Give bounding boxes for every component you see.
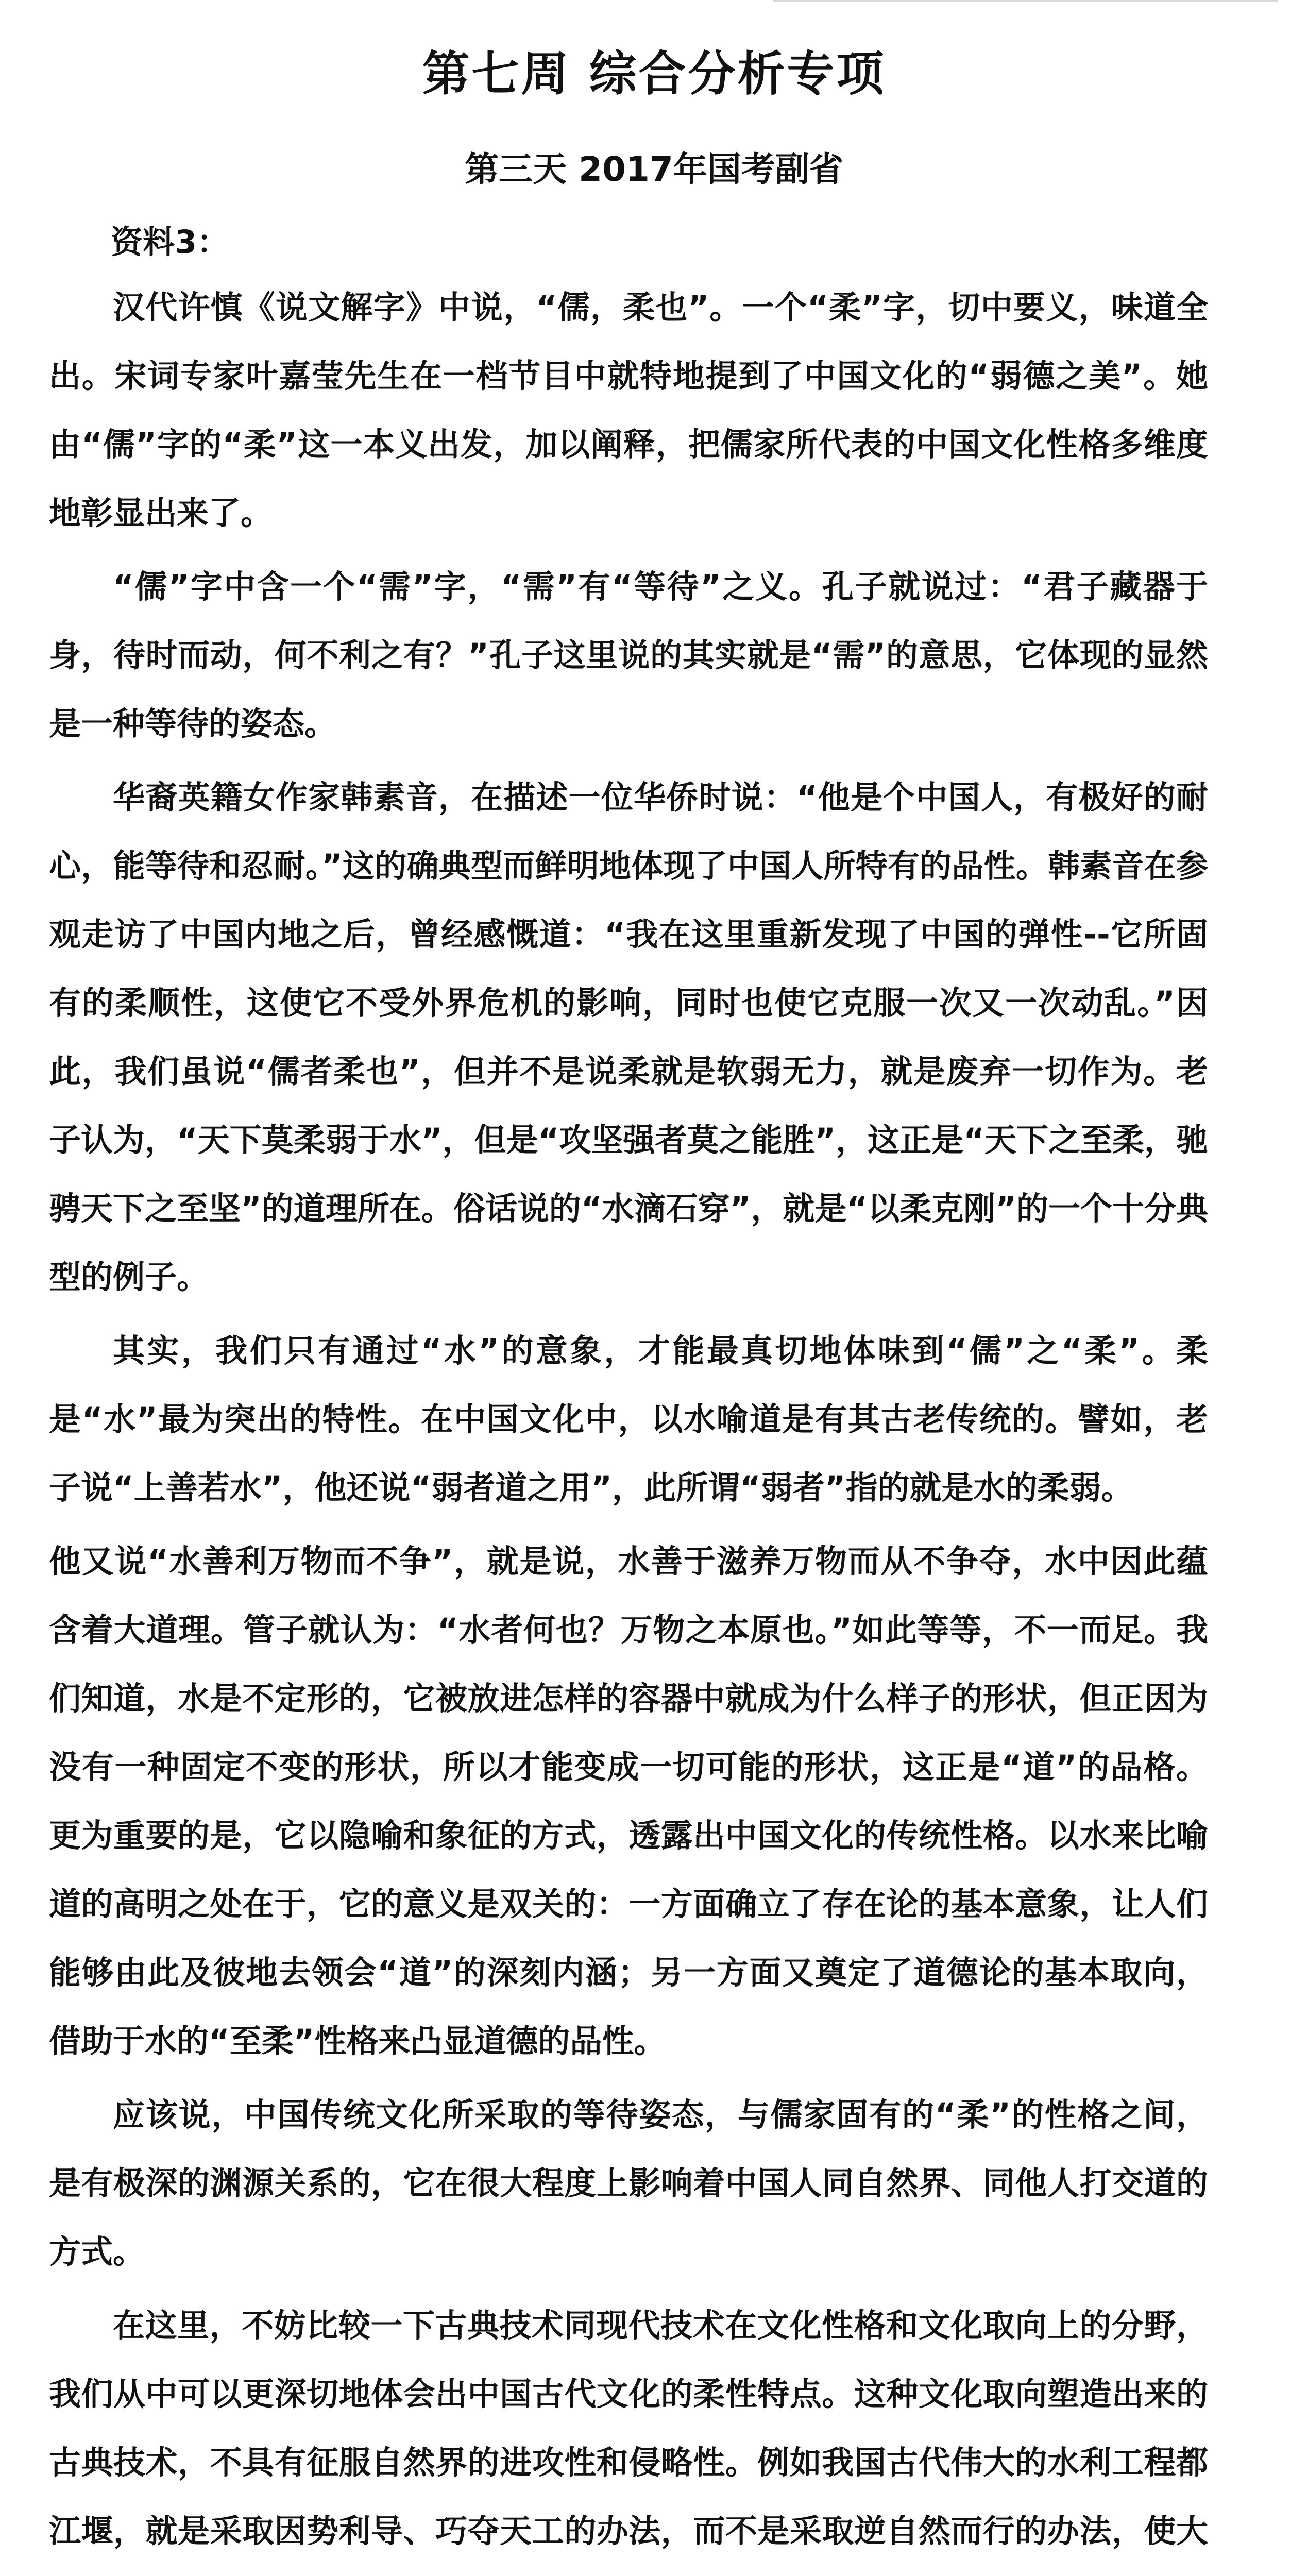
top-divider — [773, 0, 1278, 2]
paragraph: “儒”字中含一个“需”字，“需”有“等待”之义。孔子就说过：“君子藏器于身，待时而动，何不利之有？”孔子这里说的其实就是“需”的意思，它体现的显然是一种等待的姿态。 — [49, 568, 1208, 742]
paragraph: 华裔英籍女作家韩素音，在描述一位华侨时说：“他是个中国人，有极好的耐心，能等待和忍耐。”这的确典型而鲜明地体现了中国人所特有的品性。韩素音在参观走访了中国内地之后，曾经感慨道：“我在这里重新发现了中国的弹性--它所固有的柔顺性，这使它不受外界危机的影响，同时也使它克服一次又一次动乱。”因此，我们虽说“儒者柔也”，但并不是说柔就是软弱无力，就是废弃一切作为。老子认为，“天下莫柔弱于水”，但是“攻坚强者莫之能胜”，这正是“天下之至柔，驰骋天下之至坚”的道理所在。俗话说的“水滴石穿”，就是“以柔克刚”的一个十分典型的例子。 — [49, 778, 1208, 1296]
page-title: 第七周 综合分析专项 — [422, 46, 886, 101]
page-subtitle: 第三天 2017年国考副省 — [465, 149, 843, 189]
material-label: 资料3： — [111, 223, 229, 261]
paragraph: 应该说，中国传统文化所采取的等待姿态，与儒家固有的“柔”的性格之间，是有极深的渊源关系的，它在很大程度上影响着中国人同自然界、同他人打交道的方式。 — [49, 2096, 1208, 2270]
material-body — [49, 273, 1208, 2576]
paragraph: 他又说“水善利万物而不争”，就是说，水善于滋养万物而从不争夺，水中因此蕴含着大道理。管子就认为：“水者何也？万物之本原也。”如此等等，不一而足。我们知道，水是不定形的，它被放进怎样的容器中就成为什么样子的形状，但正因为没有一种固定不变的形状，所以才能变成一切可能的形状，这正是“道”的品格。更为重要的是，它以隐喻和象征的方式，透露出中国文化的传统性格。以水来比喻道的高明之处在于，它的意义是双关的：一方面确立了存在论的基本意象，让人们能够由此及彼地去领会“道”的深刻内涵；另一方面又奠定了道德论的基本取向，借助于水的“至柔”性格来凸显道德的品性。 — [49, 1543, 1208, 2060]
paragraph: 其实，我们只有通过“水”的意象，才能最真切地体味到“儒”之“柔”。柔是“水”最为突出的特性。在中国文化中，以水喻道是有其古老传统的。譬如，老子说“上善若水”，他还说“弱者道之用”，此所谓“弱者”指的就是水的柔弱。 — [49, 1332, 1208, 1506]
paragraph: 汉代许慎《说文解字》中说，“儒，柔也”。一个“柔”字，切中要义，味道全出。宋词专家叶嘉莹先生在一档节目中就特地提到了中国文化的“弱德之美”。她由“儒”字的“柔”这一本义出发，加以阐释，把儒家所代表的中国文化性格多维度地彰显出来了。 — [49, 289, 1208, 532]
paragraph: 在这里，不妨比较一下古典技术同现代技术在文化性格和文化取向上的分野，我们从中可以更深切地体会出中国古代文化的柔性特点。这种文化取向塑造出来的古典技术，不具有征服自然界的进攻性和侵略性。例如我国古代伟大的水利工程都江堰，就是采取因势利导、巧夺天工的办法，而不是采取逆自然而行的办法，使大 — [49, 2307, 1208, 2550]
